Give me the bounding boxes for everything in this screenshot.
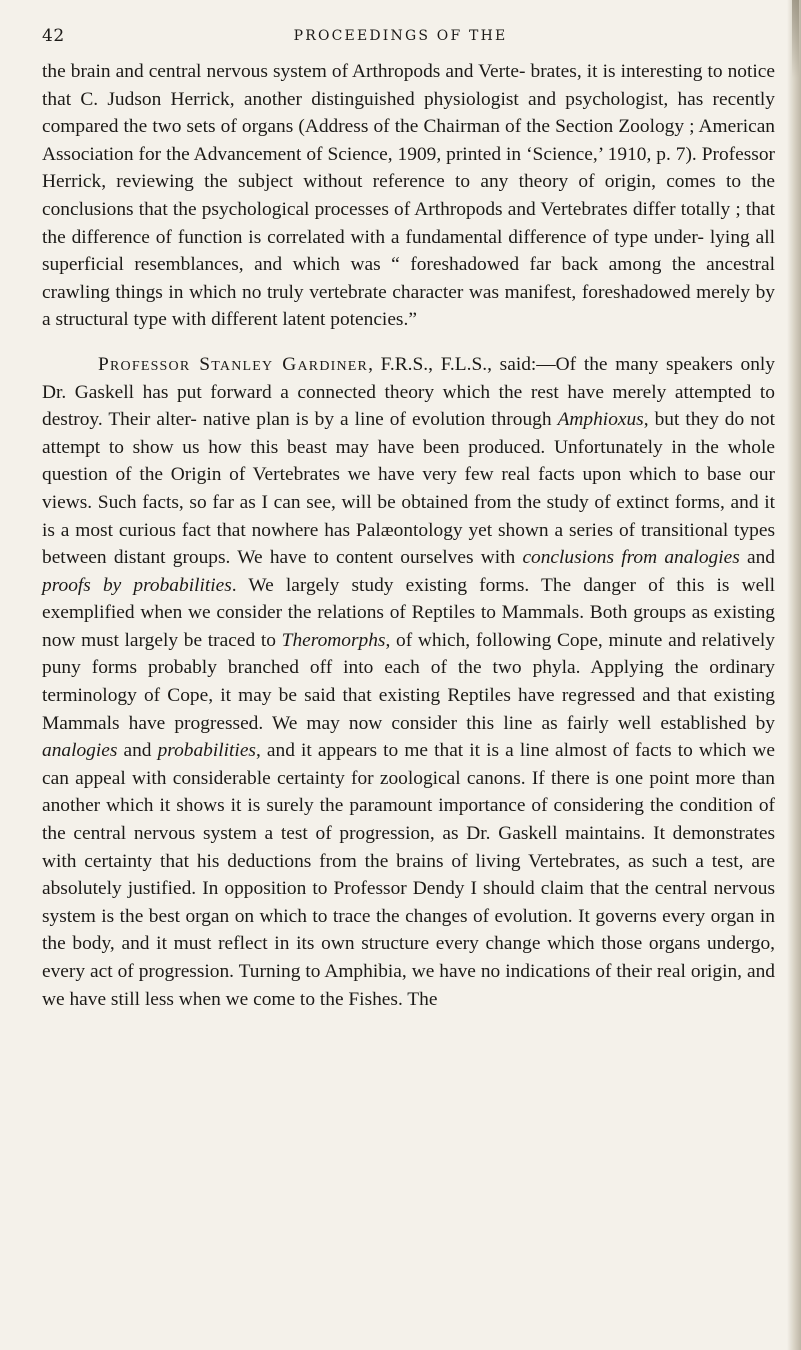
paragraph-gardiner	[42, 351, 775, 1013]
paragraph-text: . We largely study existing forms. The danger of this is well exemplified when we consider the relations of Reptiles to Mammals. Both groups as existing now must largely be traced to	[42, 574, 775, 651]
italic-term: proofs by probabilities	[42, 574, 232, 596]
italic-term: analogies	[42, 740, 118, 762]
paragraph-text: , of which, following Cope, minute and relatively puny forms probably branched off into each of the two phyla. Applying the ordinary terminology of Cope, it may be said that existing Reptiles have regressed and that existing Mammals have progressed. We may now consider this line as fairly well established by	[42, 629, 776, 734]
paragraph-herrick	[42, 58, 775, 334]
paragraph-text: the brain and central nervous system of Arthropods and Verte- brates, it is interesting to notice that C. Judson Herrick, another distinguished physiologist and psychologist, has recently compared the two sets of organs (Address of the Chairman of the Section Zoology ; American Association for the Advancement of Science, 1909, printed in ‘Science,’ 1910, p. 7). Professor Herrick, reviewing the subject without reference to any theory of origin, comes to the conclusions that the psychological processes of Arthropods and Vertebrates differ totally ; that the difference of function is correlated with a fundamental difference of type under- lying all superficial resemblances, and which was “ foreshadowed far back among the ancestral crawling things in which no truly vertebrate character was manifest, foreshadowed merely by a structural type with different latent potencies.”	[42, 61, 775, 331]
italic-term: Theromorphs	[281, 629, 386, 651]
running-head: PROCEEDINGS OF THE	[293, 28, 508, 44]
italic-term: conclusions from analogies	[522, 547, 740, 569]
italic-term: Amphioxus	[557, 409, 644, 431]
paragraph-text: , and it appears to me that it is a line almost of facts to which we can appeal with considerable certainty for zoological canons. If there is one point more than another which it shows it is surely the paramount importance of considering the condition of the central nervous system a test of progression, as Dr. Gaskell maintains. It demonstrates with certainty that his deductions from the brains of living Vertebrates, as such a test, are absolutely justified. In opposition to Professor Dendy I should claim that the central nervous system is the best organ on which to trace the changes of evolution. It governs every organ in the body, and it must reflect in its own structure every change which those organs undergo, every act of progression. Turning to Amphibia, we have no indications of their real origin, and we have still less when we come to the Fishes. The	[42, 740, 775, 1010]
page-number: 42	[42, 26, 65, 46]
page-edge-mark	[792, 0, 799, 78]
speaker-name: Professor Stanley Gardiner	[98, 353, 369, 375]
paragraph-text: , F.R.S., F.L.S., said:—Of the many speakers only Dr. Gaskell has put forward a connected theory which the rest have merely attempted to destroy. Their alter- native plan is by a line of evolution through	[42, 353, 775, 431]
paragraph-text: , but they do not attempt to show us how this beast may have been produced. Unfortunately in the whole question of the Origin of Vertebrates we have very few real facts upon which to base our views. Such facts, so far as I can see, will be obtained from the study of extinct forms, and it is a most curious fact that nowhere has Palæontology yet shown a series of transitional types between distant groups. We have to content ourselves with	[42, 409, 775, 569]
paragraph-text: and	[739, 547, 775, 569]
italic-term: probabilities	[157, 740, 256, 762]
body-text	[42, 58, 775, 1013]
page-edge-shadow	[787, 0, 801, 1350]
paragraph-text: and	[117, 740, 158, 762]
